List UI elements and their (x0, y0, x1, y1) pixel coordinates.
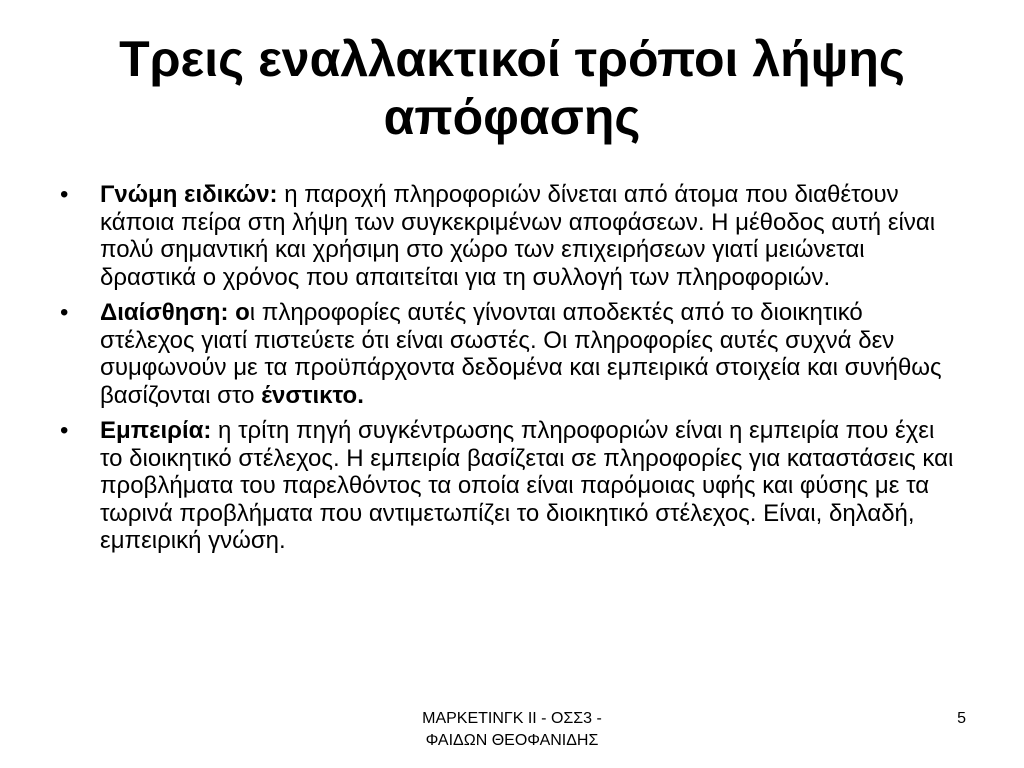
bullet-list (60, 181, 960, 563)
bullet-marker: • (60, 417, 69, 444)
slide-title (40, 30, 984, 146)
bullet-marker: • (60, 181, 69, 208)
footer-line-1: ΜΑΡΚΕΤΙΝΓΚ ΙΙ - ΟΣΣ3 - (422, 710, 602, 727)
bullet-item-experience (60, 417, 960, 555)
bullet-marker: • (60, 299, 69, 326)
bullet-heading: Διαίσθηση: ο (100, 299, 250, 326)
slide-footer (340, 708, 684, 752)
footer-line-2: ΦΑΙΔΩΝ ΘΕΟΦΑΝΙΔΗΣ (425, 732, 599, 749)
bullet-item-expert-opinion (60, 181, 960, 291)
slide-title-line-2: απόφασης (383, 89, 641, 145)
bullet-text: η τρίτη πηγή συγκέντρωσης πληροφοριών είναι η εμπειρία που έχει το διοικητικό στέλεχος. Η εμπειρία βασίζεται σε πληροφορίες για καταστάσεις και προβλήματα του παρελθόντος τα οποία είναι παρόμοιας υφής και φύσης με τα τωρινά προβλήματα που αντιμετωπίζει το διοικητικό στέλεχος. Είναι, δηλαδή, εμπειρική γνώση. (100, 417, 954, 554)
page-number: 5 (957, 710, 966, 727)
bullet-text: η παροχή πληροφοριών δίνεται από άτομα που διαθέτουν κάποια πείρα στη λήψη των συγκεκριμένων αποφάσεων. Η μέθοδος αυτή είναι πολύ σημαντική και χρήσιμη στο χώρο των επιχειρήσεων γιατί μειώνεται δραστικά ο χρόνος που απαιτείται για τη συλλογή των πληροφοριών. (100, 181, 936, 291)
bullet-heading: Εμπειρία: (100, 417, 212, 444)
slide-title-line-1: Τρεις εναλλακτικοί τρόποι λήψης (119, 31, 905, 87)
bullet-emphasis: ένστικτο. (261, 381, 364, 409)
bullet-text: ι πληροφορίες αυτές γίνονται αποδεκτές από το διοικητικό στέλεχος γιατί πιστεύετε ότι είναι σωστές. Οι πληροφορίες αυτές συχνά δεν συμφωνούν με τα προϋπάρχοντα δεδομένα και εμπειρικά στοιχεία και συνήθως βασίζονται στο (100, 299, 942, 409)
bullet-heading: Γνώμη ειδικών: (100, 181, 278, 208)
bullet-item-intuition (60, 299, 960, 409)
